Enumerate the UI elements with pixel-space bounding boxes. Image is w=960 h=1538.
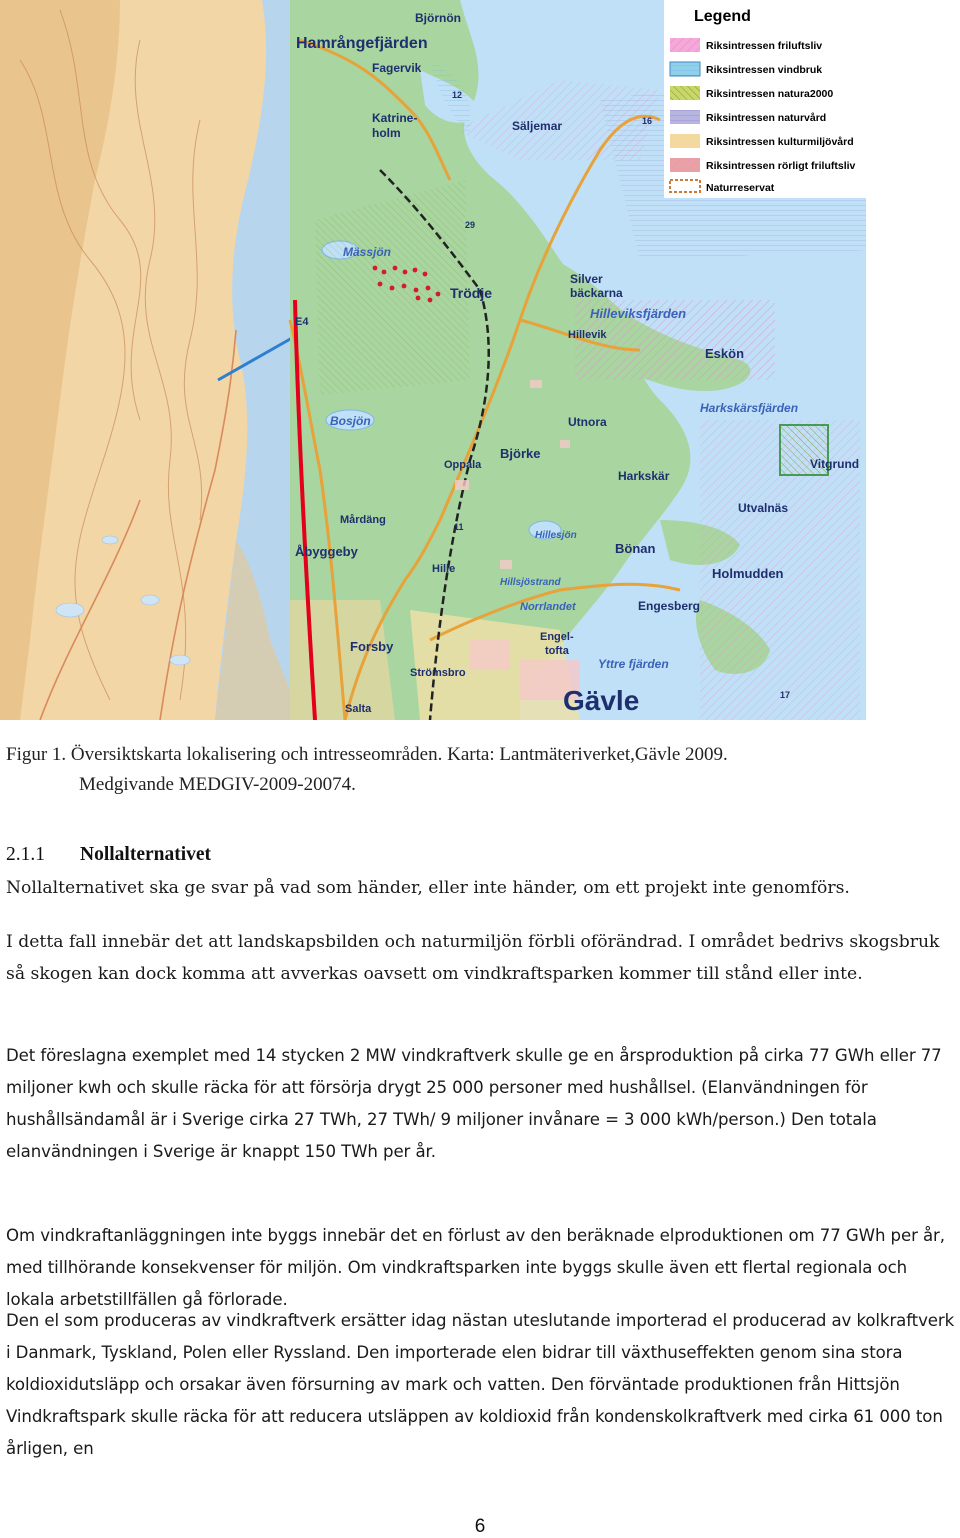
map-label-yttrefjarden: Yttre fjärden [598, 657, 669, 671]
map-road-12: 12 [452, 90, 463, 100]
map-label-engeltofta-1: Engel- [540, 631, 574, 643]
map-label-utvalnas: Utvalnäs [738, 501, 789, 515]
map-label-eskon: Eskön [705, 346, 745, 361]
section-title: Nollalternativet [80, 844, 212, 865]
map-label-vitgrund: Vitgrund [810, 457, 860, 471]
map-label-harkskarsfjarden: Harkskärsfjärden [700, 401, 799, 415]
legend-item-naturreservat: Naturreservat [706, 182, 775, 194]
map-label-harkskar: Harkskär [618, 469, 670, 483]
map-label-oppala: Oppala [444, 459, 482, 471]
map-road-16: 16 [642, 116, 653, 126]
legend-item-rorligt-friluftsliv: Riksintressen rörligt friluftsliv [706, 160, 856, 172]
map-label-hillsjostrand: Hillsjöstrand [500, 577, 561, 588]
map-road-e4: E4 [295, 316, 309, 328]
legend-title: Legend [694, 8, 751, 25]
legend-item-vindbruk: Riksintressen vindbruk [706, 64, 823, 76]
legend-swatch-kulturmiljovard [670, 134, 700, 148]
map-label-silverbackarna-2: bäckarna [570, 286, 623, 300]
map-label-forsby: Forsby [350, 639, 394, 654]
paragraph-5: Den el som produceras av vindkraftverk ersätter idag nästan uteslutande importerad el producerad av kolkraftverk i Danmark, Tyskland, Polen eller Ryssland. Den importerade elen bidrar till växthuseffekten genom sina stora koldioxidutsläpp och orsakar även försurning av mark och vatten. Den förväntade produktionen från Hittsjön Vindkraftspark skulle räcka för att reducera utsläppen av koldioxid från kondenskolkraftverk med cirka 61 000 ton årligen, en [6, 1311, 955, 1458]
map-legend [664, 0, 866, 198]
map-label-trodje: Trödje [450, 285, 493, 301]
map-label-gavle: Gävle [563, 685, 640, 716]
map-road-29: 29 [465, 220, 476, 230]
paragraph-2: I detta fall innebär det att landskapsbilden och naturmiljön förbli oförändrad. I området bedrivs skogsbruk så skogen kan dock komma att avverkas oavsett om vindkraftsparken kommer till stånd eller inte. [6, 932, 940, 984]
caption-line-2: Medgivande MEDGIV-2009-20074. [79, 774, 356, 795]
legend-item-naturvard: Riksintressen naturvård [706, 112, 827, 124]
map-label-hille: Hille [432, 563, 456, 575]
map-road-11: 11 [454, 522, 464, 532]
map-label-engeltofta-2: tofta [545, 645, 569, 657]
map-label-stromsbro: Strömsbro [410, 667, 466, 679]
map-label-abyggeby: Åbyggeby [295, 544, 358, 559]
legend-item-friluftsliv: Riksintressen friluftsliv [706, 40, 823, 52]
overview-map-figure [0, 0, 866, 720]
map-label-hillesjon: Hillesjön [535, 530, 577, 541]
paragraph-1: Nollalternativet ska ge svar på vad som händer, eller inte händer, om ett projekt inte genomförs. [6, 878, 850, 898]
caption-line-1: Figur 1. Översiktskarta lokalisering och intresseområden. Karta: Lantmäteriverket,Gävle 2009. [6, 744, 728, 765]
section-number: 2.1.1 [6, 844, 45, 865]
map-label-hillevik: Hillevik [568, 329, 607, 341]
map-label-silverbackarna-1: Silver [570, 272, 603, 286]
map-label-bonan: Bönan [615, 541, 656, 556]
map-road-17: 17 [780, 690, 791, 700]
map-label-norrlandet: Norrlandet [520, 601, 576, 613]
map-label-saljemar: Säljemar [512, 119, 563, 133]
map-label-bjomon: Björnön [415, 11, 461, 25]
map-label-bosjon: Bosjön [330, 414, 371, 428]
page-number: 6 [474, 1516, 486, 1537]
paragraph-4: Om vindkraftanläggningen inte byggs innebär det en förlust av den beräknade elproduktionen om 77 GWh per år, med tillhörande konsekvenser för miljön. Om vindkraftsparken inte byggs skulle även ett flertal regionala och lokala arbetstillfällen gå förlorade. [6, 1226, 945, 1309]
paragraph-3: Det föreslagna exemplet med 14 stycken 2 MW vindkraftverk skulle ge en årsproduktion på cirka 77 GWh eller 77 miljoner kwh och skulle räcka för att försörja drygt 25 000 personer med hushållsel. (Elanvändningen för hushållsändamål är i Sverige cirka 27 TWh, 27 TWh/ 9 miljoner invånare = 3 000 kWh/person.) Den totala elanvändningen i Sverige är knappt 150 TWh per år. [6, 1046, 942, 1161]
map-label-fagervik: Fagervik [372, 61, 422, 75]
map-label-salta: Salta [345, 703, 372, 715]
legend-item-natura2000: Riksintressen natura2000 [706, 88, 834, 100]
map-label-hilleviksfjarden: Hilleviksfjärden [590, 306, 687, 321]
map-label-engesberg: Engesberg [638, 599, 701, 613]
map-label-bjorke: Björke [500, 446, 541, 461]
section-heading [6, 844, 211, 866]
map-label-katrineholm-2: holm [372, 126, 401, 140]
map-label-hamrangefjarden: Hamrångefjärden [296, 35, 428, 52]
map-label-mardang: Mårdäng [340, 514, 386, 526]
map-label-massjon: Mässjön [343, 245, 392, 259]
map-label-holmudden: Holmudden [712, 566, 784, 581]
legend-item-kulturmiljovard: Riksintressen kulturmiljövård [706, 136, 854, 148]
map-label-katrineholm-1: Katrine- [372, 111, 418, 125]
figure-caption [6, 740, 946, 800]
map-label-utnora: Utnora [568, 415, 607, 429]
